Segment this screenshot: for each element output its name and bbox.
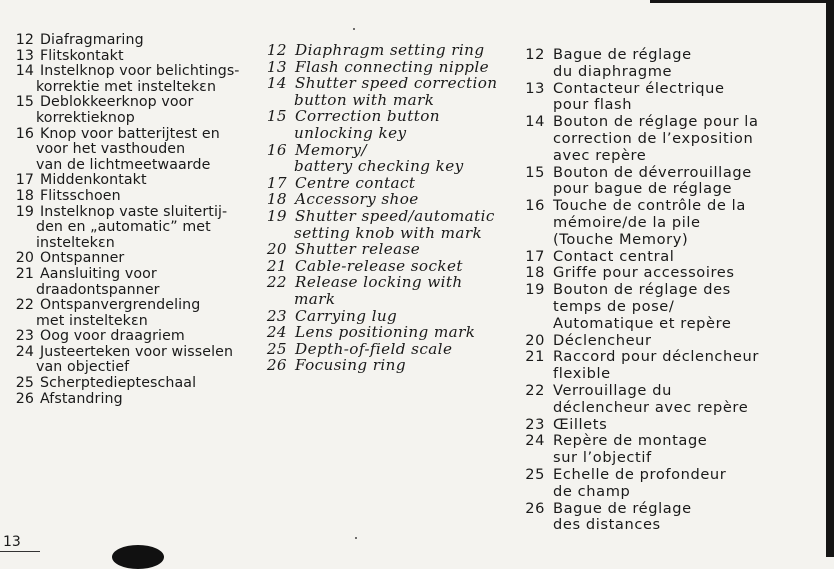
legend-item xyxy=(258,175,508,192)
legend-number: 24 xyxy=(266,323,287,342)
legend-label-continuation: mémoire/de la pile xyxy=(553,213,701,231)
legend-label-continuation: unlocking key xyxy=(294,123,407,142)
legend-number: 24 xyxy=(15,343,34,360)
legend-item xyxy=(513,81,773,115)
legend-item xyxy=(3,49,253,65)
legend-number: 14 xyxy=(15,63,34,80)
legend-item xyxy=(513,501,773,535)
scan-speck xyxy=(355,537,357,539)
legend-number: 20 xyxy=(15,250,34,267)
legend-number: 23 xyxy=(525,415,545,433)
legend-item xyxy=(513,417,773,434)
legend-number: 18 xyxy=(15,187,34,204)
legend-item xyxy=(3,33,253,49)
legend-number: 26 xyxy=(525,499,545,517)
legend-label: Shutter speed correction xyxy=(295,74,498,93)
legend-label: Knop voor batterijtest en xyxy=(40,125,220,142)
legend-number: 25 xyxy=(15,375,34,392)
legend-number: 15 xyxy=(525,163,545,181)
legend-number: 18 xyxy=(525,264,545,282)
legend-label-continuation: du diaphragme xyxy=(553,62,673,80)
legend-label-continuation: sur l’objectif xyxy=(553,449,652,467)
legend-number: 17 xyxy=(266,173,287,192)
legend-label: Aansluiting voor xyxy=(40,265,157,282)
legend-item xyxy=(3,127,253,174)
legend-item xyxy=(3,345,253,376)
legend-label: Déclencheur xyxy=(553,331,652,349)
legend-label-continuation: van objectief xyxy=(36,359,130,376)
legend-item xyxy=(258,42,508,59)
legend-number: 18 xyxy=(266,190,287,209)
legend-label: Flitskontakt xyxy=(40,47,124,64)
scan-speck xyxy=(353,28,355,30)
legend-label: Bague de réglage xyxy=(553,46,692,63)
legend-label-continuation: battery checking key xyxy=(294,157,464,176)
legend-label: Verrouillage du xyxy=(553,381,672,399)
legend-label-continuation: pour bague de réglage xyxy=(553,180,733,198)
legend-label-continuation: correction de l’exposition xyxy=(553,129,754,147)
legend-item xyxy=(513,249,773,266)
legend-item xyxy=(3,267,253,298)
legend-label-continuation: de champ xyxy=(553,482,631,500)
legend-label: Correction button xyxy=(295,107,440,126)
legend-number: 22 xyxy=(525,381,545,399)
top-scan-edge xyxy=(650,0,834,3)
legend-item xyxy=(258,324,508,341)
legend-item xyxy=(258,308,508,325)
legend-number: 13 xyxy=(15,47,34,64)
legend-label: Middenkontakt xyxy=(40,172,147,189)
legend-label: Œillets xyxy=(553,415,608,433)
legend-label: Ontspanner xyxy=(40,250,125,267)
right-scan-edge xyxy=(826,0,834,557)
legend-number: 16 xyxy=(525,197,545,215)
legend-label: Justeerteken voor wisselen xyxy=(40,343,234,360)
legend-number: 16 xyxy=(15,125,34,142)
legend-label-continuation: button with mark xyxy=(294,90,435,109)
legend-number: 21 xyxy=(266,256,287,275)
legend-label-continuation: voor het vasthouden xyxy=(36,141,186,158)
legend-item xyxy=(513,282,773,332)
legend-number: 12 xyxy=(15,32,34,48)
legend-label-continuation: mark xyxy=(294,289,336,308)
legend-item xyxy=(3,376,253,392)
legend-label: Bouton de réglage des xyxy=(553,281,731,299)
legend-item xyxy=(258,108,508,141)
legend-number: 14 xyxy=(266,74,287,93)
legend-label: Depth-of-field scale xyxy=(295,339,453,358)
legend-label-continuation: flexible xyxy=(553,365,611,383)
legend-label: Ontspanvergrendeling xyxy=(40,297,201,314)
legend-label: Contacteur électrique xyxy=(553,79,725,97)
legend-number: 12 xyxy=(266,41,287,59)
legend-item xyxy=(258,191,508,208)
legend-label: Bouton de déverrouillage xyxy=(553,163,752,181)
legend-number: 19 xyxy=(266,206,287,225)
legend-item xyxy=(513,433,773,467)
legend-label-continuation: avec repère xyxy=(553,146,647,164)
legend-label-continuation: (Touche Memory) xyxy=(553,230,689,248)
legend-label-continuation: korrektie met insteltekεn xyxy=(36,78,217,95)
legend-label: Diaphragm setting ring xyxy=(295,41,485,59)
legend-label: Afstandring xyxy=(40,390,123,407)
legend-number: 22 xyxy=(15,297,34,314)
dutch-legend-column xyxy=(3,33,253,407)
legend-number: 15 xyxy=(266,107,287,126)
legend-label: Carrying lug xyxy=(295,306,398,325)
legend-label: Instelknop vaste sluitertij- xyxy=(40,203,228,220)
legend-item xyxy=(3,64,253,95)
legend-label-continuation: des distances xyxy=(553,516,661,534)
legend-number: 12 xyxy=(525,46,545,63)
legend-item xyxy=(513,349,773,383)
legend-item xyxy=(258,274,508,307)
page-number: 13 xyxy=(3,534,21,550)
legend-number: 20 xyxy=(266,240,287,259)
legend-label-continuation: pour flash xyxy=(553,96,633,114)
legend-label: Echelle de profondeur xyxy=(553,465,727,483)
legend-number: 23 xyxy=(266,306,287,325)
legend-item xyxy=(3,298,253,329)
legend-item xyxy=(513,467,773,501)
legend-item xyxy=(258,241,508,258)
legend-number: 13 xyxy=(266,57,287,76)
legend-item xyxy=(513,265,773,282)
legend-number: 20 xyxy=(525,331,545,349)
legend-item xyxy=(258,142,508,175)
legend-item xyxy=(258,59,508,76)
legend-label-continuation: déclencheur avec repère xyxy=(553,398,749,416)
legend-item xyxy=(258,208,508,241)
legend-number: 19 xyxy=(525,281,545,299)
legend-item xyxy=(3,392,253,408)
scan-shadow-blob xyxy=(112,545,164,569)
legend-item xyxy=(258,357,508,374)
legend-number: 22 xyxy=(266,273,287,292)
legend-label: Release locking with xyxy=(295,273,463,292)
legend-label-continuation: met insteltekεn xyxy=(36,312,148,329)
legend-label: Focusing ring xyxy=(295,356,406,375)
legend-item xyxy=(258,75,508,108)
legend-number: 25 xyxy=(525,465,545,483)
legend-number: 26 xyxy=(266,356,287,375)
legend-label-continuation: van de lichtmeetwaarde xyxy=(36,156,211,173)
legend-label: Instelknop voor belichtings- xyxy=(40,63,240,80)
legend-label: Accessory shoe xyxy=(295,190,419,209)
legend-label: Centre contact xyxy=(295,173,416,192)
legend-number: 26 xyxy=(15,390,34,407)
legend-label: Memory/ xyxy=(295,140,367,159)
legend-number: 17 xyxy=(15,172,34,189)
legend-number: 24 xyxy=(525,432,545,450)
legend-label: Griffe pour accessoires xyxy=(553,264,735,282)
legend-label-continuation: draadontspanner xyxy=(36,281,160,298)
legend-number: 14 xyxy=(525,113,545,131)
legend-item xyxy=(3,189,253,205)
legend-number: 21 xyxy=(15,265,34,282)
legend-label: Bague de réglage xyxy=(553,499,692,517)
french-legend-column xyxy=(513,47,773,534)
legend-number: 16 xyxy=(266,140,287,159)
legend-label-continuation: insteltekεn xyxy=(36,234,115,251)
legend-label: Diafragmaring xyxy=(40,32,144,48)
legend-label: Oog voor draagriem xyxy=(40,328,185,345)
legend-label: Repère de montage xyxy=(553,432,708,450)
legend-label: Shutter speed/automatic xyxy=(295,206,495,225)
legend-label-continuation: korrektieknop xyxy=(36,109,135,126)
legend-item xyxy=(513,165,773,199)
legend-number: 19 xyxy=(15,203,34,220)
legend-number: 13 xyxy=(525,79,545,97)
legend-item xyxy=(258,341,508,358)
legend-item xyxy=(3,173,253,189)
legend-label: Flash connecting nipple xyxy=(295,57,489,76)
legend-label: Deblokkeerknop voor xyxy=(40,94,194,111)
legend-number: 25 xyxy=(266,339,287,358)
legend-item xyxy=(3,95,253,126)
legend-item xyxy=(513,333,773,350)
legend-item xyxy=(513,114,773,164)
legend-label: Raccord pour déclencheur xyxy=(553,348,759,366)
legend-label: Flitsschoen xyxy=(40,187,121,204)
legend-item xyxy=(3,205,253,252)
legend-item xyxy=(513,198,773,248)
legend-label: Cable-release socket xyxy=(295,256,463,275)
legend-label: Shutter release xyxy=(295,240,421,259)
legend-item xyxy=(513,383,773,417)
legend-label-continuation: temps de pose/ xyxy=(553,297,675,315)
legend-label: Bouton de réglage pour la xyxy=(553,113,759,131)
legend-number: 15 xyxy=(15,94,34,111)
legend-item xyxy=(3,329,253,345)
english-legend-column xyxy=(258,42,508,374)
legend-label: Lens positioning mark xyxy=(295,323,476,342)
legend-label-continuation: Automatique et repère xyxy=(553,314,732,332)
legend-item xyxy=(258,258,508,275)
legend-label: Scherptediepteschaal xyxy=(40,375,197,392)
legend-label-continuation: den en „automatic” met xyxy=(36,219,211,236)
legend-label: Touche de contrôle de la xyxy=(553,197,746,215)
legend-number: 17 xyxy=(525,247,545,265)
legend-number: 21 xyxy=(525,348,545,366)
legend-label: Contact central xyxy=(553,247,675,265)
legend-label-continuation: setting knob with mark xyxy=(294,223,483,242)
legend-item xyxy=(3,251,253,267)
legend-item xyxy=(513,47,773,81)
bottom-edge-line xyxy=(0,551,40,552)
legend-number: 23 xyxy=(15,328,34,345)
